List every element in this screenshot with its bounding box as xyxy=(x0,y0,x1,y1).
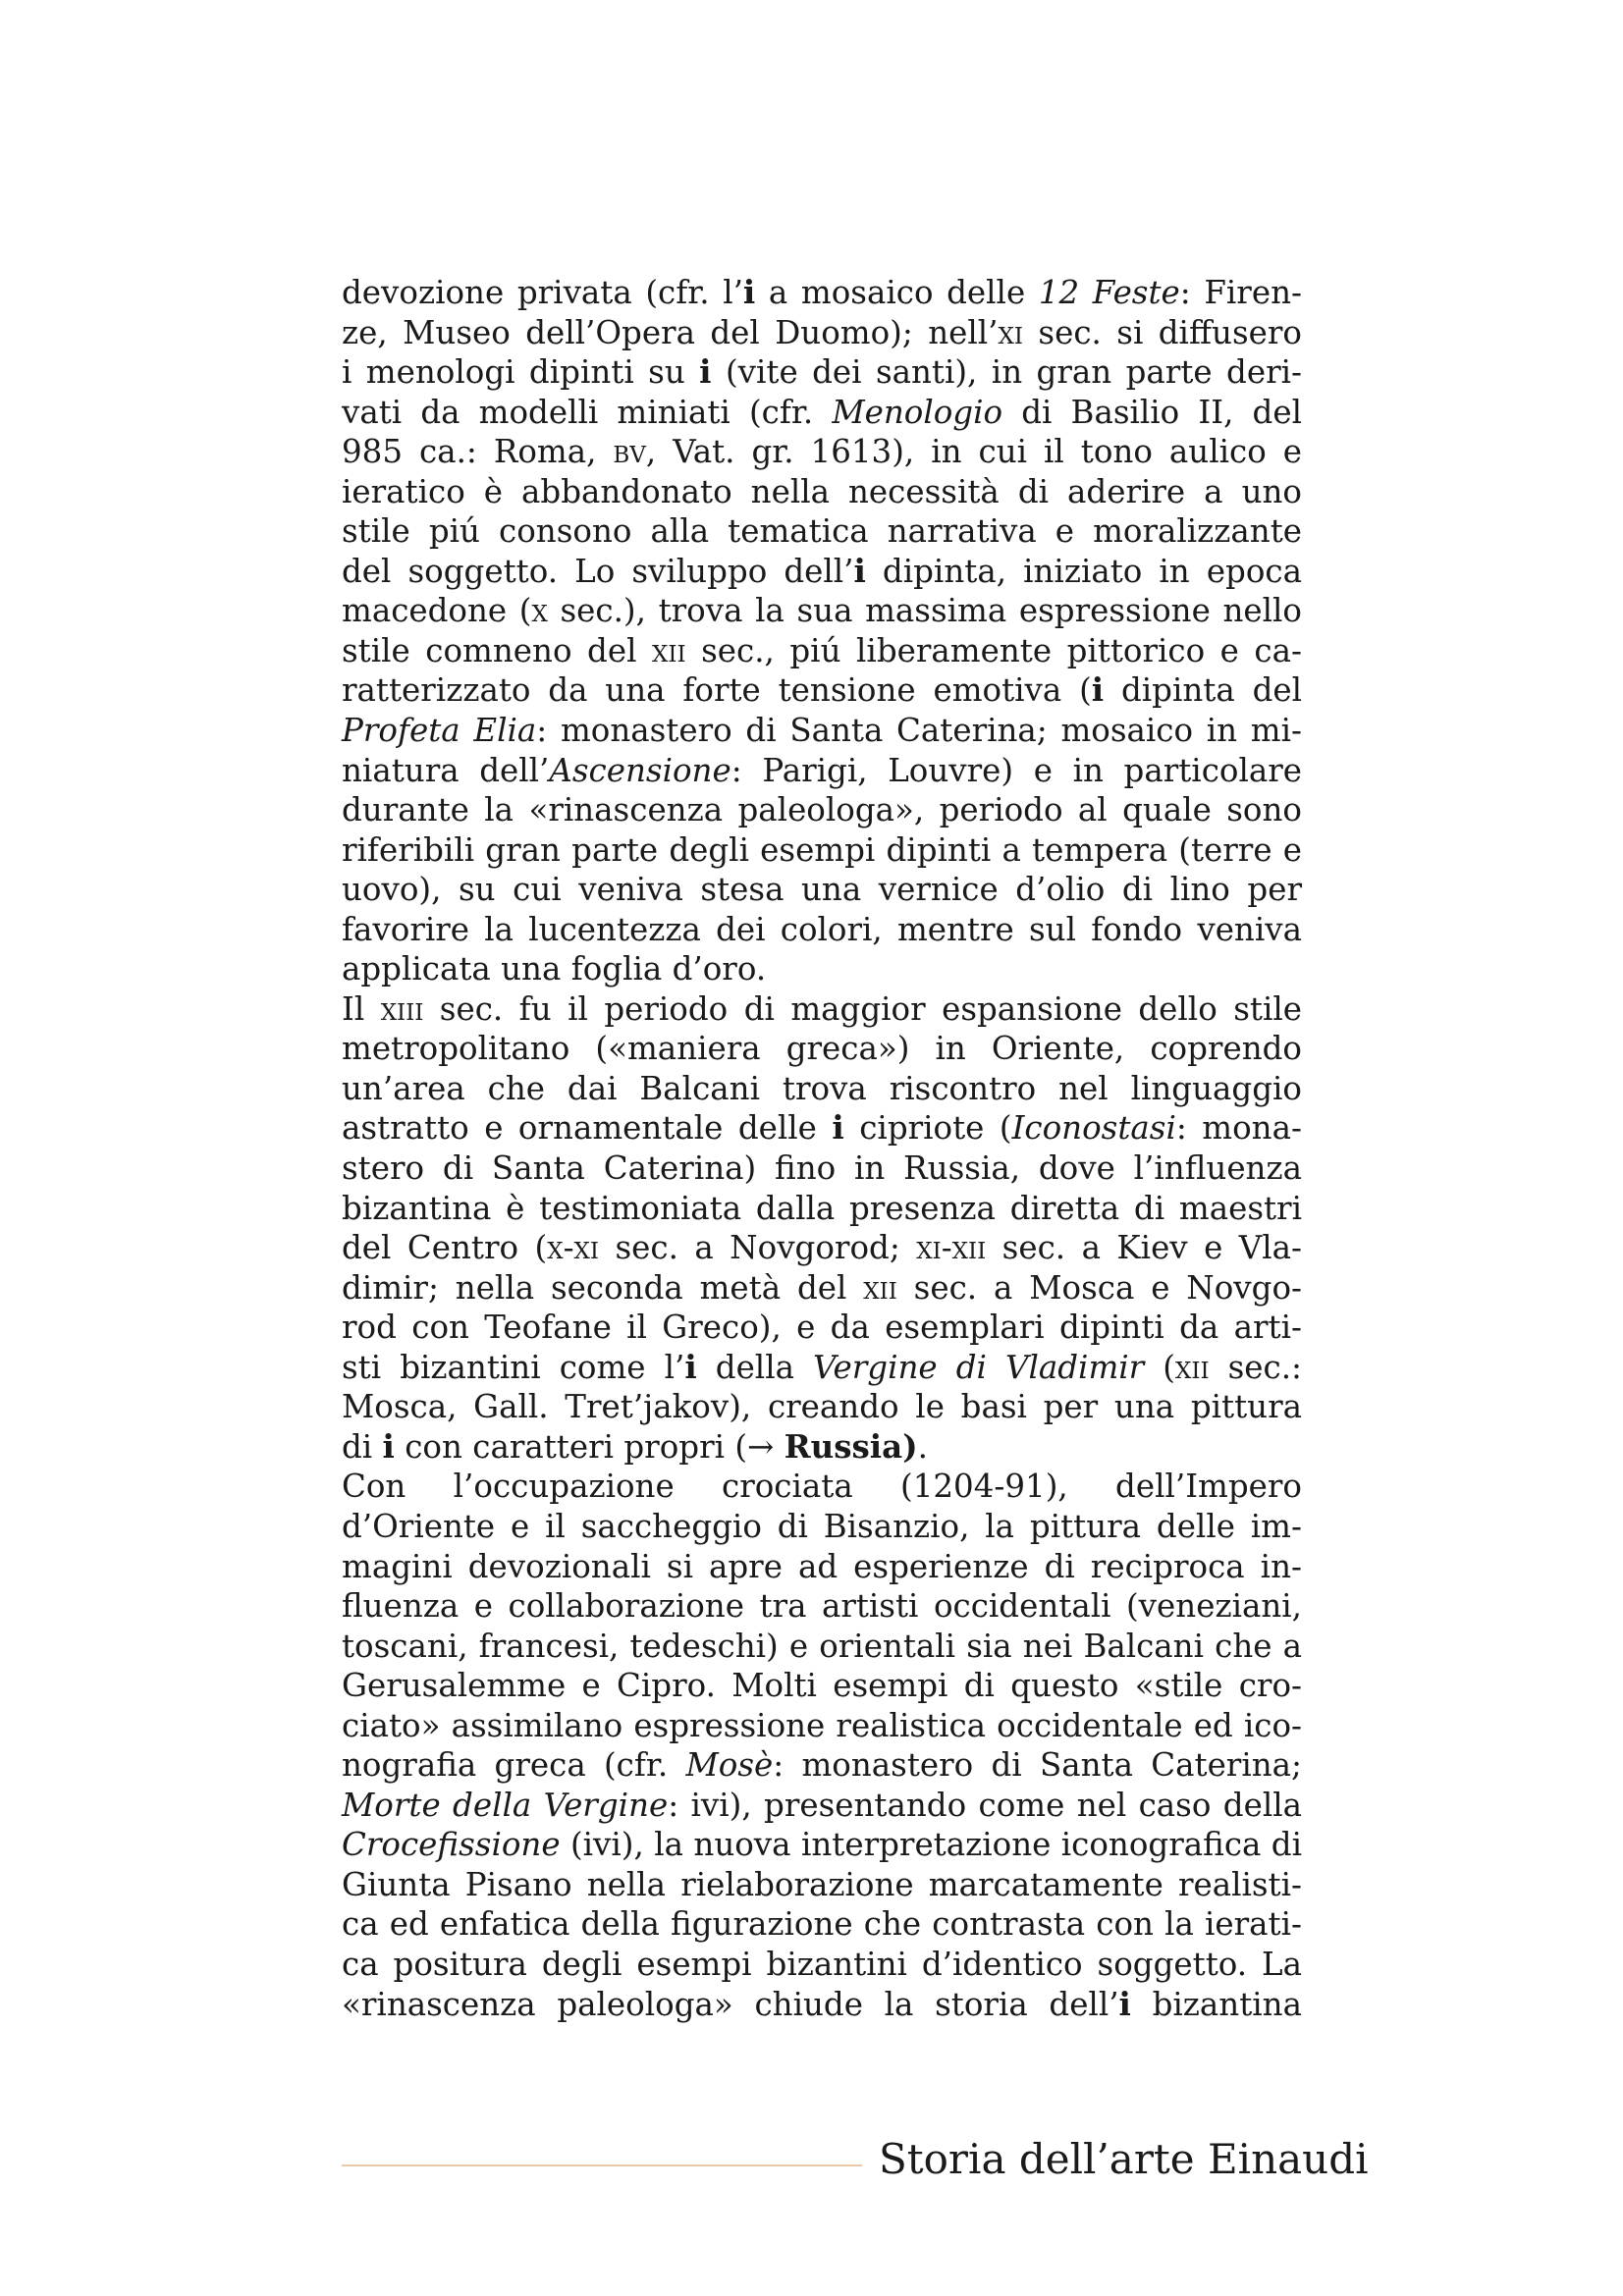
text-segment: nografia greca (cfr. xyxy=(342,1746,686,1785)
text-segment: xii xyxy=(652,631,686,669)
text-segment: dipinta del xyxy=(1104,671,1302,710)
text-segment: applicata una foglia d’oro. xyxy=(342,950,767,988)
text-segment: bizantina xyxy=(1130,1985,1302,2023)
text-line xyxy=(342,393,1302,433)
text-segment: xi-xii xyxy=(916,1229,987,1267)
text-segment: Profeta Elia xyxy=(342,712,537,750)
text-segment: , Vat. gr. 1613), in cui il tono aulico e xyxy=(645,433,1302,471)
text-line xyxy=(342,1029,1302,1069)
text-line xyxy=(342,352,1302,393)
text-segment: i xyxy=(684,1347,697,1386)
text-line xyxy=(342,1786,1302,1826)
text-segment: i xyxy=(1118,1984,1131,2023)
text-segment: fluenza e collaborazione tra artisti occidentali (veneziani, xyxy=(342,1587,1302,1626)
text-segment: dimir; nella seconda metà del xyxy=(342,1268,864,1307)
text-segment: xi xyxy=(998,313,1023,351)
text-segment: uovo), su cui veniva stesa una vernice d’olio di lino per xyxy=(342,871,1302,909)
text-segment: Con l’occupazione crociata (1204-91), dell’Impero xyxy=(342,1468,1302,1506)
footer-title: Storia dell’arte Einaudi xyxy=(879,2135,1369,2183)
text-line xyxy=(342,313,1302,353)
text-segment: sec. a Mosca e Novgo- xyxy=(896,1268,1303,1307)
text-segment: i xyxy=(382,1426,395,1466)
text-line xyxy=(342,1189,1302,1229)
text-line xyxy=(342,552,1302,592)
text-segment: ieratico è abbandonato nella necessità di aderire a uno xyxy=(342,472,1302,510)
text-line xyxy=(342,790,1302,830)
text-segment: sec.), trova la sua massima espressione nello xyxy=(547,592,1302,630)
text-segment: x xyxy=(531,592,548,630)
text-line xyxy=(342,1904,1302,1945)
text-segment: Morte della Vergine xyxy=(342,1786,669,1824)
text-line xyxy=(342,1427,1302,1468)
text-segment: dipinta, iniziato in epoca xyxy=(865,552,1302,590)
text-line xyxy=(342,670,1302,711)
text-segment: Russia) xyxy=(784,1426,918,1466)
text-segment: i xyxy=(699,352,712,392)
text-segment: bv xyxy=(613,433,646,471)
text-segment: di xyxy=(342,1427,383,1466)
text-segment: ratterizzato da una forte tensione emotiva ( xyxy=(342,671,1092,710)
text-line xyxy=(342,1586,1302,1627)
text-segment: niatura dell’ xyxy=(342,751,550,789)
footer-rule xyxy=(342,2164,862,2166)
text-segment: durante la «rinascenza paleologa», periodo al quale sono xyxy=(342,791,1302,829)
text-segment: sec. a Kiev e Vla- xyxy=(986,1229,1303,1267)
text-segment: con caratteri propri (→ xyxy=(394,1427,784,1466)
text-segment: macedone ( xyxy=(342,592,532,630)
text-segment: del Centro ( xyxy=(342,1229,548,1267)
text-segment: vati da modelli miniati (cfr. xyxy=(342,393,833,431)
text-line xyxy=(342,830,1302,871)
text-line xyxy=(342,1348,1302,1388)
text-segment: toscani, francesi, tedeschi) e orientali sia nei Balcani che a xyxy=(342,1627,1302,1665)
text-line xyxy=(342,1228,1302,1268)
text-segment: metropolitano («maniera greca») in Oriente, coprendo xyxy=(342,1030,1302,1068)
text-segment: (ivi), la nuova interpretazione iconografica di xyxy=(560,1826,1302,1864)
text-segment: x-xi xyxy=(547,1229,600,1267)
text-segment: «rinascenza paleologa» chiude la storia dell’ xyxy=(342,1985,1119,2023)
text-line xyxy=(342,1945,1302,1985)
text-segment: sec.: xyxy=(1209,1348,1303,1386)
text-segment: : monastero di Santa Caterina; mosaico in mi- xyxy=(536,712,1303,750)
text-segment: sec., piú liberamente pittorico e ca- xyxy=(685,631,1302,669)
text-segment: stile piú consono alla tematica narrativa e moralizzante xyxy=(342,512,1302,551)
text-line xyxy=(342,1865,1302,1905)
text-segment: : monastero di Santa Caterina; xyxy=(773,1746,1302,1785)
text-line xyxy=(342,1745,1302,1786)
text-line xyxy=(342,1268,1302,1308)
text-segment: Giunta Pisano nella rielaborazione marcatamente realisti- xyxy=(342,1865,1302,1903)
text-segment: a mosaico delle xyxy=(755,274,1039,311)
text-segment: sec. fu il periodo di maggior espansione dello stile xyxy=(423,989,1302,1028)
text-segment: favorire la lucentezza dei colori, mentre sul fondo veniva xyxy=(342,910,1302,948)
text-line xyxy=(342,910,1302,950)
text-segment: della xyxy=(696,1348,814,1386)
text-segment: 985 ca.: Roma, xyxy=(342,433,614,471)
text-line xyxy=(342,1547,1302,1587)
text-segment: devozione privata (cfr. l’ xyxy=(342,274,743,311)
text-segment: Mosè xyxy=(685,1746,774,1785)
text-segment: un’area che dai Balcani trova riscontro nel linguaggio xyxy=(342,1069,1302,1107)
text-line xyxy=(342,870,1302,910)
text-segment: ca ed enfatica della figurazione che contrasta con la ierati- xyxy=(342,1905,1302,1944)
text-segment: xii xyxy=(1174,1348,1210,1386)
body-text xyxy=(342,273,1302,2024)
text-segment: : Firen- xyxy=(1179,274,1302,311)
text-segment: stero di Santa Caterina) fino in Russia, dove l’influenza xyxy=(342,1149,1302,1188)
text-segment: astratto e ornamentale delle xyxy=(342,1109,833,1148)
text-line xyxy=(342,1148,1302,1189)
text-line xyxy=(342,1069,1302,1109)
text-segment: ( xyxy=(1144,1348,1175,1386)
text-line xyxy=(342,1666,1302,1706)
text-segment: Iconostasi xyxy=(1011,1109,1176,1148)
text-segment: Gerusalemme e Cipro. Molti esempi di questo «stile cro- xyxy=(342,1667,1302,1705)
text-segment: magini devozionali si apre ad esperienze di reciproca in- xyxy=(342,1547,1302,1585)
text-line xyxy=(342,1387,1302,1427)
text-segment: Il xyxy=(342,989,381,1028)
text-segment: sec. si diffusero xyxy=(1022,313,1302,351)
text-segment: i xyxy=(742,273,756,311)
text-segment: ca positura degli esempi bizantini d’identico soggetto. La xyxy=(342,1945,1302,1983)
text-line xyxy=(342,511,1302,552)
text-line xyxy=(342,472,1302,512)
text-segment: cipriote ( xyxy=(843,1109,1012,1148)
text-segment: rod con Teofane il Greco), e da esemplari dipinti da arti- xyxy=(342,1308,1302,1347)
text-line xyxy=(342,949,1302,989)
text-segment: sti bizantini come l’ xyxy=(342,1348,685,1386)
text-segment: : Parigi, Louvre) e in particolare xyxy=(730,751,1303,789)
text-segment: Mosca, Gall. Tret’jakov), creando le basi per una pittura xyxy=(342,1388,1302,1426)
text-line xyxy=(342,1507,1302,1547)
text-segment: Ascensione xyxy=(549,751,731,789)
text-line xyxy=(342,631,1302,671)
text-line xyxy=(342,273,1302,313)
text-segment: ciato» assimilano espressione realistica occidentale ed ico- xyxy=(342,1706,1302,1744)
text-segment: del soggetto. Lo sviluppo dell’ xyxy=(342,552,854,590)
text-segment: Vergine di Vladimir xyxy=(813,1348,1145,1386)
text-segment: Menologio xyxy=(832,393,1003,431)
text-line xyxy=(342,432,1302,472)
text-line xyxy=(342,1467,1302,1507)
text-line xyxy=(342,989,1302,1030)
text-segment: sec. a Novgorod; xyxy=(599,1229,917,1267)
text-segment: xii xyxy=(863,1268,897,1307)
text-segment: d’Oriente e il saccheggio di Bisanzio, la pittura delle im- xyxy=(342,1507,1302,1545)
text-line xyxy=(342,1825,1302,1865)
text-line xyxy=(342,1108,1302,1148)
text-line xyxy=(342,1985,1302,2025)
text-segment: stile comneno del xyxy=(342,631,653,669)
text-segment: xiii xyxy=(380,989,424,1028)
text-line xyxy=(342,1308,1302,1348)
text-line xyxy=(342,711,1302,751)
text-segment: riferibili gran parte degli esempi dipinti a tempera (terre e xyxy=(342,830,1302,869)
text-segment: : mona- xyxy=(1175,1109,1302,1148)
text-segment: bizantina è testimoniata dalla presenza diretta di maestri xyxy=(342,1189,1302,1227)
text-line xyxy=(342,1627,1302,1667)
text-line xyxy=(342,751,1302,791)
text-segment: di Basilio II, del xyxy=(1002,393,1302,431)
text-segment: . xyxy=(917,1427,928,1466)
text-segment: i xyxy=(832,1108,844,1148)
text-segment: ze, Museo dell’Opera del Duomo); nell’ xyxy=(342,313,999,351)
text-segment: i menologi dipinti su xyxy=(342,353,700,392)
text-segment: : ivi), presentando come nel caso della xyxy=(668,1786,1302,1824)
text-segment: Crocefissione xyxy=(342,1826,561,1864)
text-segment: i xyxy=(853,551,866,590)
text-line xyxy=(342,591,1302,631)
text-line xyxy=(342,1706,1302,1746)
text-segment: 12 Feste xyxy=(1038,274,1180,311)
text-segment: i xyxy=(1091,670,1105,710)
text-segment: (vite dei santi), in gran parte deri- xyxy=(711,353,1302,392)
